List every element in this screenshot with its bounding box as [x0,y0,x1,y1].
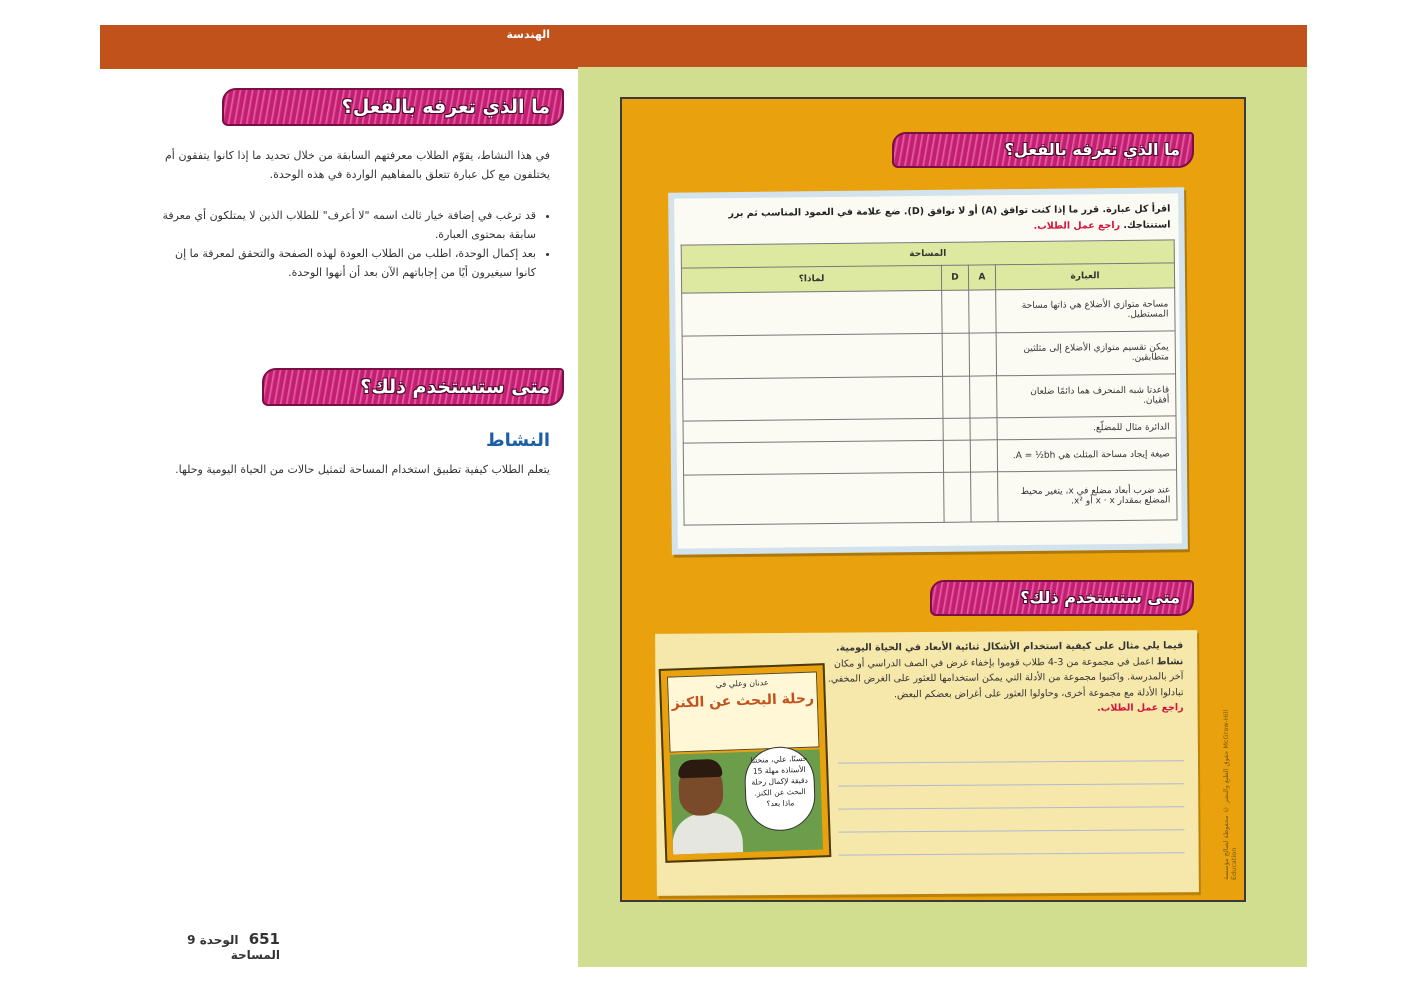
answer-line[interactable] [838,761,1184,786]
left-banner-when: متى ستستخدم ذلك؟ [262,368,564,406]
character-shirt [672,812,743,854]
agree-disagree-table [681,239,1178,525]
header-rule [100,67,578,69]
left-banner-know: ما الذي تعرفه بالفعل؟ [222,88,564,126]
activity-answer-note: راجع عمل الطلاب. [1097,702,1184,714]
survey-sheet-paper [674,193,1182,548]
survey-sheet [668,187,1188,554]
why-cell[interactable] [683,376,943,421]
example-intro: فيما يلي مثال على كيفية استخدام الأشكال ثنائية الأبعاد في الحياة اليومية. [835,640,1184,654]
unit-label: الوحدة 9 المساحة [187,933,280,962]
why-cell[interactable] [684,472,945,525]
instructions-text: اقرأ كل عبارة. قرر ما إذا كنت توافق (A) أو لا توافق (D). ضع علامة في العمود المناسب ثم برر استنتاجك. [728,203,1171,231]
table-title: المساحة [681,240,1174,268]
answer-line[interactable] [838,807,1184,832]
subject-label: الهندسة [506,28,550,41]
disagree-cell[interactable] [943,440,970,472]
statement-cell: عند ضرب أبعاد مضلع في x، يتغير محيط المضلع بمقدار x · x أو x². [998,470,1178,522]
activity-label: نشاط [1156,655,1184,667]
activity-body: اعمل في مجموعة من 3-4 طلاب قوموا بإخفاء غرض في الصف الدراسي أو مكان آخر بالمدرسة. واكتبوا مجموعة من الأدلة التي يمكن استخدامها للعثور على الغرض المخفي. تبادلوا الأدلة مع مجموعة أخرى، وحاولوا العثور على أغراض بعضكم البعض. [827,655,1184,700]
page-number: 651 [248,930,280,948]
agree-cell[interactable] [969,333,996,376]
disagree-cell[interactable] [943,376,970,418]
header-bar [100,25,1307,67]
statement-cell: مساحة متوازي الأضلاع هي ذاتها مساحة المستطيل. [996,288,1175,333]
answer-line[interactable] [838,738,1184,763]
agree-cell[interactable] [969,290,996,333]
why-cell[interactable] [683,440,943,475]
why-cell[interactable] [683,418,943,443]
activity-sheet-text [823,638,1184,718]
page-footer [140,930,280,962]
activity-heading: النشاط [485,430,550,451]
disagree-cell[interactable] [944,472,972,522]
statement-cell: يمكن تقسيم متوازي الأضلاع إلى مثلثين متطابقين. [996,331,1175,376]
disagree-cell[interactable] [942,290,969,333]
table-row [684,470,1177,525]
agree-cell[interactable] [970,440,997,472]
comic-subtitle: عدنان وعلي في [715,678,769,689]
disagree-cell[interactable] [943,418,970,440]
answer-lines[interactable] [838,738,1185,855]
instructions-answer-note: راجع عمل الطلاب. [1033,219,1121,232]
col-statement: العبارة [995,263,1174,290]
activity-paragraph: يتعلم الطلاب كيفية تطبيق استخدام المساحة لتمثيل حالات من الحياة اليومية وحلها. [175,463,550,476]
comic-title: رحلة البحث عن الكنز [671,690,815,712]
why-cell[interactable] [682,333,942,379]
agree-cell[interactable] [971,472,999,522]
table-row [683,374,1176,421]
answer-line[interactable] [838,830,1184,855]
col-agree: A [968,265,995,290]
agree-cell[interactable] [970,376,997,418]
speech-bubble: حسنًا، علي، منحتنا الأستاذة مهلة 15 دقيقة لإكمال رحلة البحث عن الكنز. ماذا بعد؟ [743,746,816,832]
activity-block [823,654,1183,703]
table-row [683,438,1176,475]
preview-banner-when: متى ستستخدم ذلك؟ [930,580,1194,616]
col-disagree: D [941,265,968,290]
answer-line[interactable] [838,784,1184,809]
statement-cell: قاعدتا شبه المنحرف هما دائمًا ضلعان أفقيان. [997,374,1176,418]
disagree-cell[interactable] [942,333,969,376]
col-why: لماذا؟ [681,265,941,293]
comic-panel [659,663,832,863]
copyright-credit: حقوق الطبع والنشر © محفوظة لصالح مؤسسة McGraw-Hill Education [1222,709,1238,880]
preview-banner-know: ما الذي تعرفه بالفعل؟ [892,132,1194,168]
agree-cell[interactable] [970,418,997,440]
survey-instructions [710,201,1170,238]
tip-item: • قد ترغب في إضافة خيار ثالث اسمه "لا أعرف" للطلاب الذين لا يمتلكون أي معرفة سابقة بمحتوى العبارة. [160,206,536,244]
why-cell[interactable] [682,290,942,336]
table-row [682,331,1175,379]
table-row [682,288,1175,336]
tip-item: • بعد إكمال الوحدة، اطلب من الطلاب العودة لهذه الصفحة والتحقق لمعرفة ما إن كانوا سيغيرون أيًا من إجاباتهم الآن بعد أن أنهوا الوحدة. [160,244,536,282]
intro-paragraph: في هذا النشاط، يقوّم الطلاب معرفتهم السابقة من خلال تحديد ما إذا كانوا يتفقون أم يختلفون مع كل عبارة تتعلق بالمفاهيم الواردة في هذه الوحدة. [165,149,550,181]
tips-list [160,206,550,282]
comic-header [667,671,820,752]
statement-cell: الدائرة مثال للمضلّع. [997,416,1176,440]
character-hair [678,759,723,779]
statement-cell: صيغة إيجاد مساحة المثلث هي A = ½bh. [997,438,1176,472]
